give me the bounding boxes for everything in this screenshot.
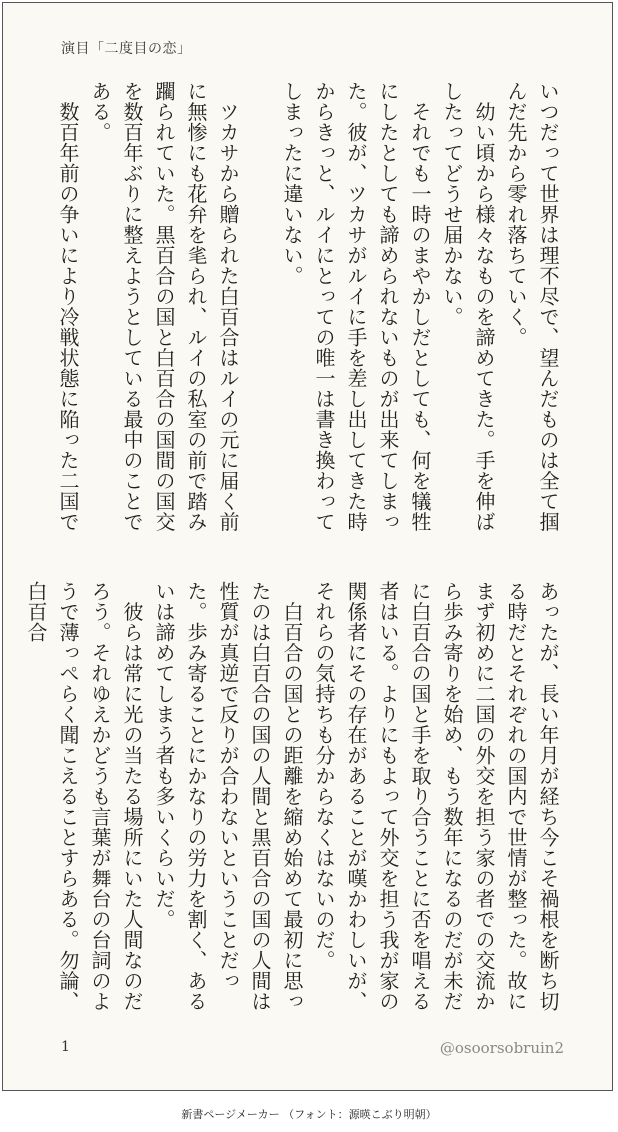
paragraph: ツカサから贈られた白百合はルイの元に届く前に無惨にも花弁を毟られ、ルイの私室の前で踏み躙られていた。黒百合の国と白百合の国間の国交を数百年ぶりに整えようとしている最中のことである。	[88, 81, 240, 532]
paragraph: 白百合の国との距離を縮め始めて最初に思ったのは白百合の国の人間と黒百合の国の人間は性質が真逆で反りが合わないということだった。歩み寄ることにかなりの労力を割く、あるいは諦めてしまう者も多いくらいだ。	[152, 581, 304, 1012]
paragraph: いつだって世界は理不尽で、望んだものは全て掴んだ先から零れ落ちていく。	[504, 81, 560, 532]
page-number: 1	[61, 1039, 70, 1055]
manuscript-page	[2, 2, 613, 1091]
paragraph: 彼らは常に光の当たる場所にいた人間なのだろう。それゆえかどうも言葉が舞台の台詞のようで薄っぺらく聞こえることすらある。勿論、白百合	[24, 581, 144, 1012]
paragraph: あったが、長い年月が経ち今こそ禍根を断ち切る時だとそれぞれの国内で世情が整った。故にまず初めに二国の外交を担う家の者での交流から歩み寄りを始め、もう数年になるのだが未だに白百合の国と手を取り合うことに否を唱える者はいる。よりにもよって外交を担う我が家の関係者にその存在があることが嘆かわしいが、それらの気持ちも分からなくはないのだ。	[312, 581, 560, 1012]
paragraph-blank	[244, 81, 276, 539]
page-title: 演目「二度目の恋」	[61, 41, 192, 57]
paragraph: 幼い頃から様々なものを諦めてきた。手を伸ばしたってどうせ届かない。	[440, 81, 496, 532]
paragraph: それでも一時のまやかしだとしても、何を犠牲にしたとしても諦められないものが出来てしまった。彼が、ツカサがルイに手を差し出してきた時からきっと、ルイにとっての唯一は書き換わってしまったに違いない。	[280, 81, 432, 532]
generator-credit: 新書ページメーカー （フォント：源暎こぶり明朝）	[181, 1108, 437, 1121]
text-block-top	[54, 81, 564, 539]
author-handle: @osoorsobruin2	[439, 1039, 564, 1057]
text-block-bottom	[24, 581, 564, 1019]
paragraph: 数百年前の争いにより冷戦状態に陥った二国で	[56, 81, 80, 532]
